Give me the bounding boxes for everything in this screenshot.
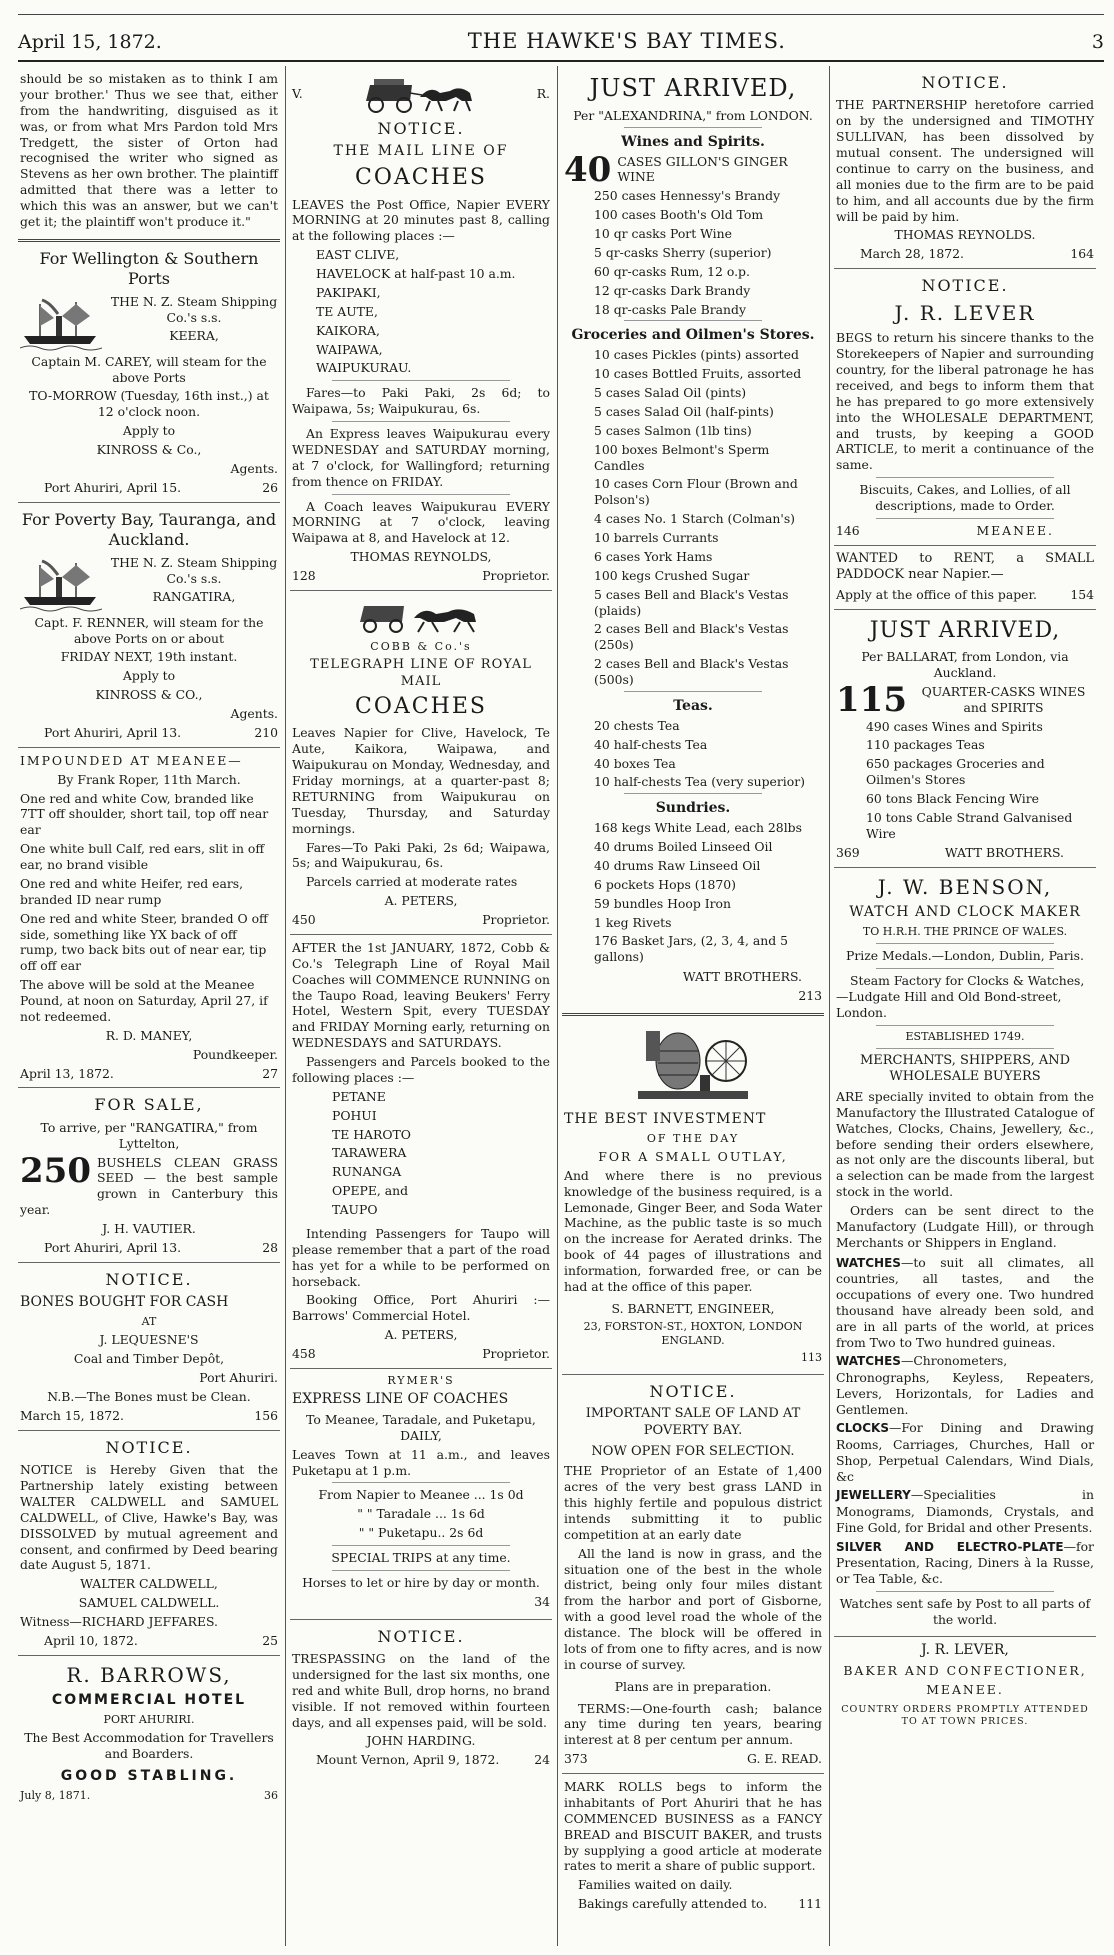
ad-body: THE N. Z. Steam Shipping Co.'s s.s. [110,554,278,586]
merchant-name: J. R. LEVER [894,300,1036,325]
ad-number: 450 [292,912,316,928]
stop-place: WAIPUKURAU. [316,360,412,376]
ad-place-date: Port Ahuriri, April 13. [44,724,182,740]
agent-name: KINROSS & Co., [96,442,202,458]
line-heading: THE MAIL LINE OF [333,143,509,160]
ad-heading: For Wellington & Southern Ports [39,248,259,289]
page-number: 3 [1091,31,1104,53]
fare-row: " " Taradale ... 1s 6d [357,1506,485,1522]
big-number: 250 [20,1150,91,1191]
proprietor-name: R. BARROWS, [66,1662,232,1687]
stock-item: 2 cases Bell and Black's Vestas (250s) [594,621,789,653]
engineer-name: S. BARNETT, ENGINEER, [611,1300,775,1316]
divider [332,1570,510,1571]
ad-body: THE N. Z. Steam Shipping Co.'s s.s. [110,293,278,325]
stock-item: 250 cases Hennessy's Brandy [594,188,781,204]
stock-item: 650 packages Groceries and Oilmen's Stores [866,756,1045,788]
stock-item: 490 cases Wines and Spirits [866,718,1043,734]
stock-item: 60 qr-casks Rum, 12 o.p. [594,263,750,279]
signatory: THOMAS REYNOLDS. [894,227,1036,243]
stock-item: 10 half-chests Tea (very superior) [594,774,805,790]
business-desc: Coal and Timber Depôt, [73,1351,225,1367]
column-4 [834,66,1096,1946]
horses-line: Horses to let or hire by day or month. [302,1574,540,1590]
ad-number: 113 [801,1350,822,1364]
stabling-line: GOOD STABLING. [60,1768,238,1785]
lever-baker-ad [834,1637,1096,1737]
witness-line: Witness—RICHARD JEFFARES. [20,1614,218,1630]
product-desc: —to suit all climates, all countries, all tastes, and the occupations of every one. Two hundred thousand have already been sold, and are in all parts of the world, at prices from Two to Two hundred guineas. [836,1254,1094,1350]
coaches-heading: COACHES [355,165,487,191]
sailing-time: TO-MORROW (Tuesday, 16th inst.,) at 12 o'clock noon. [29,388,269,420]
stagecoach-icon [356,596,486,636]
poundkeeper-name: R. D. MANEY, [105,1027,193,1043]
stop-place: TE AUTE, [316,303,378,319]
ad-body: MARK ROLLS begs to inform the inhabitants of Port Ahuriri that he has COMMENCED BUSINESS as a FANCY BREAD and BISCUIT BAKER, and trusts by supplying a good article at moderate rates to merit a share of public support. [564,1779,822,1874]
stop-place: PAKIPAKI, [316,284,381,300]
product-keyword: WATCHES [836,1255,901,1270]
fare-row: From Napier to Meanee ... 1s 0d [318,1487,524,1503]
agents-label: Agents. [230,460,278,476]
ad-heading: NOTICE. [921,276,1009,296]
ad-number: 111 [798,1896,822,1912]
ad-number: 36 [264,1789,278,1802]
parcels-line: Parcels carried at moderate rates [306,874,518,890]
proprietor-name: A. PETERS, [384,893,458,909]
grass-seed-sale [18,1088,280,1262]
ad-date: April 10, 1872. [44,1632,138,1648]
ad-number: 128 [292,568,316,584]
benson-watchmaker-ad [834,868,1096,1638]
stop-place: RUNANGA [332,1164,402,1180]
factory-line: Steam Factory for Clocks & Watches, —Ludgate Hill and Old Bond-street, London. [836,973,1085,1020]
plans-line: Plans are in preparation. [614,1678,772,1694]
royal-cipher-r: R. [536,86,550,102]
stock-item: 1 keg Rivets [594,914,672,930]
divider [876,518,1054,519]
business-name: J. LEQUESNE'S [99,1332,199,1348]
divider [624,793,762,794]
stock-item: 5 cases Bell and Black's Vestas (plaids) [594,586,789,618]
column-2 [290,66,552,1946]
stock-item: 168 kegs White Lead, each 28lbs [594,820,802,836]
impounded-note: The above will be sold at the Meanee Pound, at noon on Saturday, April 27, if not redeemed. [20,977,268,1024]
ad-body: WANTED to RENT, a SMALL PADDOCK near Napier.— [836,550,1094,583]
divider [624,320,762,321]
taupo-note: Intending Passengers for Taupo will please remember that a part of the road has yet for a while to be performed on horseback. [292,1225,550,1289]
stock-item: 60 tons Black Fencing Wire [866,791,1039,807]
divider [332,1545,510,1546]
merchant-name: WATT BROTHERS. [944,844,1064,860]
ad-heading: For Poverty Bay, Tauranga, and Auckland. [21,509,277,550]
newspaper-title: THE HAWKE'S BAY TIMES. [467,29,786,53]
ad-number: 34 [534,1593,550,1609]
ad-heading: THE BEST INVESTMENT [564,1110,767,1127]
divider [332,1482,510,1483]
captain-line: Capt. F. RENNER, will steam for the above Ports on or about [34,614,264,646]
ad-number: 373 [564,1751,588,1767]
column-rule [285,66,286,1946]
big-number: 115 [836,679,907,720]
line-heading: TELEGRAPH LINE OF ROYAL MAIL [310,656,532,689]
apply-line: Apply to [122,668,176,684]
divider [876,943,1054,944]
product-keyword: CLOCKS [836,1421,889,1436]
open-selection: NOW OPEN FOR SELECTION. [591,1443,795,1459]
families-line: Families waited on daily. [578,1877,733,1893]
issue-date: April 15, 1872. [18,31,162,53]
sale-heading: IMPORTANT SALE OF LAND AT POVERTY BAY. [585,1406,801,1439]
soda-machine-ad [562,1016,824,1375]
stock-item: 10 qr casks Port Wine [594,226,732,241]
steamship-icon [20,296,102,352]
ad-number: 154 [1070,587,1094,603]
special-trips: SPECIAL TRIPS at any time. [331,1550,511,1565]
ad-heading: NOTICE. [649,1381,737,1401]
ad-heading: JUST ARRIVED, [589,74,797,102]
hotel-place: PORT AHURIRI. [103,1713,195,1727]
column-3 [562,66,824,1946]
ad-number: 25 [262,1632,278,1648]
stop-place: TE HAROTO [332,1126,411,1142]
vendor-name: G. E. READ. [746,1751,822,1767]
impounded-item: One red and white Cow, branded like 7TT off shoulder, short tail, top off near ear [20,790,269,838]
product-desc: —Chronometers, Chronographs, Keyless, Repeaters, Levers, Horizontals, for Ladies and Gentlemen. [836,1353,1094,1417]
ad-body: LEAVES the Post Office, Napier EVERY MORNING at 20 minutes past 8, calling at the following places :— [292,196,550,244]
divider [624,691,762,692]
column-rule [829,66,830,1946]
stock-item: 2 cases Bell and Black's Vestas (500s) [594,656,789,688]
impounded-item: One red and white Heifer, red ears, branded ID near rump [20,875,244,907]
stock-item: 100 kegs Crushed Sugar [594,567,750,583]
business-place: Port Ahuriri. [199,1370,278,1386]
stop-place: WAIPAWA, [316,341,383,357]
first-item: CASES GILLON'S GINGER WINE [617,153,788,185]
ad-number: 164 [1070,246,1094,262]
agents-label: Agents. [230,706,278,721]
stock-item: 5 cases Salmon (1lb tins) [594,422,752,438]
ad-place-date: Port Ahuriri, April 15. [44,479,182,495]
stop-place: OPEPE, and [332,1183,409,1199]
product-desc: —For Dining and Drawing Rooms, Carriages, Churches, Hall or Shop, Perpetual Calendars, Wind Dials, &c [836,1420,1094,1484]
ad-heading: FOR SALE, [94,1095,204,1115]
merchants-heading: MERCHANTS, SHIPPERS, AND WHOLESALE BUYERS [859,1052,1071,1085]
established-line: ESTABLISHED 1749. [905,1029,1025,1043]
rymers-coaches-ad [290,1369,552,1620]
ad-body: TRESPASSING on the land of the undersigned for the last six months, one red and white Bull, drop horns, no brand visible. If not removed within fourteen days, and all expenses paid, will be sold. [292,1651,550,1730]
product-keyword: JEWELLERY [836,1488,911,1503]
stock-item: 100 boxes Belmont's Sperm Candles [594,441,770,473]
soda-machine-icon [618,1021,768,1107]
divider [876,1048,1054,1049]
ad-number: 156 [254,1407,278,1423]
stock-item: 12 qr-casks Dark Brandy [594,282,751,298]
divider [624,127,762,128]
ad-heading: NOTICE. [377,119,465,138]
news-story-ending [18,66,280,242]
product-desc: —Specialities in Monograms, Diamonds, Crystals, and Fine Gold, for Bridal and other Presents. [836,1487,1094,1535]
ad-body: To Meanee, Taradale, and Puketapu, DAILY, [306,1411,536,1443]
ad-date: April 13, 1872. [20,1065,114,1081]
royal-cipher-v: V. [292,86,303,102]
at-label: AT [141,1315,157,1329]
ad-number: 213 [798,988,822,1004]
stock-item: 100 cases Booth's Old Tom [594,207,764,223]
agent-name: KINROSS & CO., [95,687,203,703]
top-rule [18,14,1104,15]
masthead [18,28,1104,60]
stock-item: 18 qr-casks Pale Brandy [594,301,746,317]
impounded-notice [18,748,280,1089]
ad-body: NOTICE is Hereby Given that the Partnership lately existing between WALTER CALDWELL and SAMUEL CALDWELL, of Clive, Hawke's Bay, was DISSOLVED by mutual agreement and consent, and confirmed by Deed bearing date August 5, 1871. [20,1462,278,1573]
impounded-item: One red and white Steer, branded O off side, something like YX back of off rump, two back bits out of near ear, tip off off ear [20,910,268,974]
ad-number: 146 [836,522,860,538]
express-line: An Express leaves Waipukurau every WEDNESDAY and SATURDAY morning, at 7 o'clock, for Wallingford; returning from thence on FRIDAY. [292,426,550,489]
stagecoach-icon [360,71,480,117]
proprietor-title: Proprietor. [482,568,550,584]
stop-place: EAST CLIVE, [316,247,400,263]
column-rule [557,66,558,1946]
seller-name: J. H. VAUTIER. [102,1221,196,1237]
ad-body: Leaves Napier for Clive, Havelock, Te Aute, Kaikora, Waipawa, and Waipukurau on Monday, Wednesday, and Friday mornings, at a quarter-past 8; RETURNING from Waipukurau on Tuesday, Thursday, and Saturday mornings. [292,725,550,836]
stock-item: 176 Basket Jars, (2, 3, 4, and 5 gallons) [594,933,788,965]
stock-item: 5 qr-casks Sherry (superior) [594,244,772,260]
ship-name: KEERA, [169,328,219,344]
passengers-line: Passengers and Parcels booked to the following places :— [292,1054,550,1085]
land-sale-notice [562,1375,824,1774]
divider [876,1591,1054,1592]
ad-number: 26 [262,479,278,495]
stock-item: 40 boxes Tea [594,755,676,771]
captain-line: Captain M. CAREY, will steam for the above Ports [31,353,267,385]
stock-item: 110 packages Teas [866,737,985,753]
stop-place: TARAWERA [332,1145,407,1161]
watt-brothers-alexandrina-ad [562,66,824,1016]
stock-item: 6 cases York Hams [594,548,713,564]
royal-warrant: TO H.R.H. THE PRINCE OF WALES. [862,925,1068,939]
section-heading: Teas. [673,697,713,714]
fares-line: Fares—To Paki Paki, 2s 6d; Waipawa, 5s; and Waipukurau, 6s. [292,839,550,871]
baker-mark-rolls-ad [562,1774,824,1918]
ad-place: MEANEE. [976,522,1054,538]
stock-item: 20 chests Tea [594,717,680,733]
fare-row: " " Puketapu.. 2s 6d [358,1525,484,1541]
booking-office: Booking Office, Port Ahuriri :—Barrows' Commercial Hotel. [292,1292,550,1324]
cobb-label: COBB & Co.'s [370,639,472,653]
trespass-notice [290,1620,552,1775]
apply-line: Apply to [122,423,176,439]
first-item: QUARTER-CASKS WINES and SPIRITS [921,683,1086,715]
watt-brothers-ballarat-ad [834,610,1096,868]
section-heading: Sundries. [655,800,731,817]
stock-item: 6 pockets Hops (1870) [594,876,736,892]
ad-number: 210 [254,724,278,740]
proprietor-name: THOMAS REYNOLDS, [350,549,492,565]
terms-line: TERMS:—One-fourth cash; balance any time during ten years, bearing interest at 8 per centum per annum. [564,1700,822,1748]
stock-item: 5 cases Salad Oil (half-pints) [594,403,774,419]
ad-subheading: OF THE DAY [646,1131,740,1145]
ad-heading: NOTICE. [105,1437,193,1457]
per-ship-line: Per BALLARAT, from London, via Auckland. [861,649,1069,680]
ad-body: All the land is now in grass, and the situation one of the best in the whole district, being only four miles distant from the harbor and port of Gisborne, with a good level road the whole of the distance. The block will be offered in lots of from one to fifty acres, and is now in course of survey. [564,1545,822,1672]
ad-place-date: Mount Vernon, April 9, 1872. [316,1752,500,1768]
stock-item: 40 half-chests Tea [594,736,708,752]
hotel-name: COMMERCIAL HOTEL [51,1692,247,1709]
proprietor-title: Proprietor. [482,1346,550,1362]
prize-medals: Prize Medals.—London, Dublin, Paris. [846,948,1084,964]
leaves-line: Leaves Town at 11 a.m., and leaves Puketapu at 1 p.m. [292,1446,550,1478]
ad-heading: RYMER'S [387,1373,455,1387]
lever-notice [834,269,1096,546]
ad-heading: NOTICE. [377,1626,465,1646]
ad-number: 27 [262,1065,278,1081]
arrive-line: To arrive, per "RANGATIRA," from Lyttelton, [40,1119,258,1151]
ad-date: March 28, 1872. [860,246,964,262]
commercial-hotel-ad [18,1656,280,1809]
ad-body: THE PARTNERSHIP heretofore carried on by the undersigned and TIMOTHY SULLIVAN, has been dissolved by mutual consent. The undersigned will continue to carry on the business, and all monies due to the firm are to be paid to him, and all accounts due by the firm will be paid by him. [836,97,1094,224]
shipping-ad-keera [18,242,280,503]
steamship-icon [20,557,102,613]
ship-name: RANGATIRA, [152,589,236,605]
stop-place: TAUPO [332,1202,378,1218]
stock-item: 4 cases No. 1 Starch (Colman's) [594,511,796,527]
product-keyword: SILVER AND ELECTRO-PLATE [836,1539,1064,1554]
ad-body: BEGS to return his sincere thanks to the Storekeepers of Napier and surrounding country, for the liberal patronage he has received, and begs to inform them that he has prepared to go more extensively into the WHOLESALE DEPARTMENT, and trusts, by keeping a GOOD ARTICLE, to merit a continuance of the same. [836,330,1094,473]
apply-line: Apply at the office of this paper. [836,587,1037,603]
ad-place: MEANEE. [926,1682,1004,1698]
ad-body: THE Proprietor of an Estate of 1,400 acres of the very best grass LAND in this highly fertile and populous district intends submitting it to public competition at an early date [564,1463,822,1542]
divider [876,968,1054,969]
stock-item: 40 drums Raw Linseed Oil [594,857,761,873]
per-ship-line: Per "ALEXANDRINA," from LONDON. [573,107,813,123]
ad-body: The Best Accommodation for Travellers and Boarders. [24,1730,274,1762]
country-orders: COUNTRY ORDERS PROMPTLY ATTENDED TO AT TOWN PRICES. [841,1704,1089,1728]
maker-name: J. W. BENSON, [877,874,1053,899]
biscuits-line: Biscuits, Cakes, and Lollies, of all descriptions, made to Order. [859,482,1071,514]
ad-body: AFTER the 1st JANUARY, 1872, Cobb & Co.'s Telegraph Line of Royal Mail Coaches will COMMENCE RUNNING on the Taupo Road, leaving Beukers' Ferry Hotel, Western Spit, every TUESDAY and FRIDAY Morning early, returning on WEDNESDAYS and SATURDAYS. [292,939,550,1051]
ad-heading: JUST ARRIVED, [869,617,1061,643]
stock-item: 5 cases Salad Oil (pints) [594,385,747,401]
sailing-time: FRIDAY NEXT, 19th instant. [60,649,238,665]
ad-body: BUSHELS CLEAN GRASS SEED — the best sample grown in Canterbury this year. [20,1154,278,1218]
ad-body: BONES BOUGHT FOR CASH [20,1294,229,1311]
big-number: 40 [564,149,612,190]
proprietor-title: Proprietor. [482,912,550,928]
ad-subheading: FOR A SMALL OUTLAY, [598,1148,788,1164]
stock-item: 10 tons Cable Strand Galvanised Wire [866,809,1073,841]
post-line: Watches sent safe by Post to all parts of the world. [839,1595,1091,1627]
signatory: JOHN HARDING. [366,1733,476,1749]
ad-body: ARE specially invited to obtain from the Manufactory the Illustrated Catalogue of Watches, Clocks, Chains, Jewellery, &c., before sending their orders elsewhere, as not only are the discounts liberal, but a selection can be made from the largest stock in the world. [836,1088,1094,1200]
impounded-item: One white bull Calf, red ears, slit in off ear, no brand visible [20,841,265,872]
divider [332,380,510,381]
stock-item: 59 bundles Hoop Iron [594,895,731,911]
ad-heading: NOTICE. [921,73,1009,92]
merchant-name: J. R. LEVER, [921,1642,1009,1659]
mail-coaches-ad [290,66,552,591]
stock-item: 10 cases Pickles (pints) assorted [594,347,799,363]
stock-item: 10 barrels Currants [594,530,719,546]
product-desc: —for Presentation, Racing, Diners à la Russe, or Tea Table, &c. [836,1538,1094,1586]
partnership-notice-reynolds [834,66,1096,269]
merchant-trade: BAKER AND CONFECTIONER, [843,1663,1087,1679]
bakings-line: Bakings carefully attended to. [578,1896,768,1912]
product-keyword: WATCHES [836,1354,901,1369]
divider [876,1025,1054,1026]
column-1 [18,66,280,1946]
wanted-paddock-ad [834,546,1096,610]
bones-notice [18,1263,280,1431]
impounded-by: By Frank Roper, 11th March. [57,771,241,787]
section-heading: Wines and Spirits. [621,133,765,150]
ad-number: 369 [836,844,860,860]
ad-number: 24 [534,1752,550,1768]
divider [332,421,510,422]
stop-place: PETANE [332,1088,386,1104]
ad-date: March 15, 1872. [20,1407,124,1423]
maker-trade: WATCH AND CLOCK MAKER [849,904,1081,921]
divider [332,494,510,495]
signatory: SAMUEL CALDWELL. [78,1595,220,1611]
ad-date: July 8, 1871. [20,1789,91,1802]
line-heading: EXPRESS LINE OF COACHES [292,1390,509,1407]
ad-heading: IMPOUNDED AT MEANEE— [20,752,243,768]
section-heading: Groceries and Oilmen's Stores. [571,327,815,344]
taupo-coaches-ad [290,935,552,1369]
partnership-notice-caldwell [18,1431,280,1656]
proprietor-name: A. PETERS, [384,1327,458,1343]
coaches-heading: COACHES [355,694,487,720]
ad-number: 28 [262,1239,278,1255]
stock-item: 10 cases Corn Flour (Brown and Polson's) [594,476,798,508]
ad-place-date: Port Ahuriri, April 13. [44,1239,182,1255]
divider [876,477,1054,478]
shipping-ad-rangatira [18,503,280,748]
cobb-coaches-ad [290,591,552,935]
engineer-address: 23, FORSTON-ST., HOXTON, LONDON ENGLAND. [583,1319,803,1347]
ad-body: Orders can be sent direct to the Manufactory (Ludgate Hill), or through Merchants or Shippers in England. [836,1203,1094,1250]
stop-place: POHUI [332,1107,377,1123]
stop-place: KAIKORA, [316,322,380,338]
signatory: WALTER CALDWELL, [80,1576,218,1592]
nb-line: N.B.—The Bones must be Clean. [47,1388,251,1404]
ad-number: 458 [292,1346,316,1362]
coach-line: A Coach leaves Waipukurau EVERY MORNING at 7 o'clock, leaving Waipawa at 8, and Havelock at 12. [292,498,550,546]
poundkeeper-title: Poundkeeper. [192,1046,278,1062]
fares-line: Fares—to Paki Paki, 2s 6d; to Waipawa, 5s; Waipukurau, 6s. [292,385,550,417]
ad-body: And where there is no previous knowledge of the business required, is a Lemonade, Ginger Beer, and Soda Water Machine, as the public taste is so much on the increase for Aerated drinks. The book of 44 pages of illustrations and information, forwarded free, or can be had at the office of this paper. [564,1167,822,1294]
stop-place: HAVELOCK at half-past 10 a.m. [316,266,516,282]
story-text: should be so mistaken as to think I am your brother.' Thus we see that, either from the handwriting, disguised as it was, or from what Mrs Pardon told Mrs Tredgett, the sister of Orton had recognised the writer who signed as Stevens as her own brother. The plaintiff admitted that there was a letter to which this was an answer, but we can't get it; the plaintiff won't produce it." [20,71,278,229]
header-rule [18,60,1104,62]
ad-heading: NOTICE. [105,1269,193,1289]
stock-item: 10 cases Bottled Fruits, assorted [594,366,802,382]
merchant-name: WATT BROTHERS. [682,969,802,985]
stock-item: 40 drums Boiled Linseed Oil [594,839,773,855]
